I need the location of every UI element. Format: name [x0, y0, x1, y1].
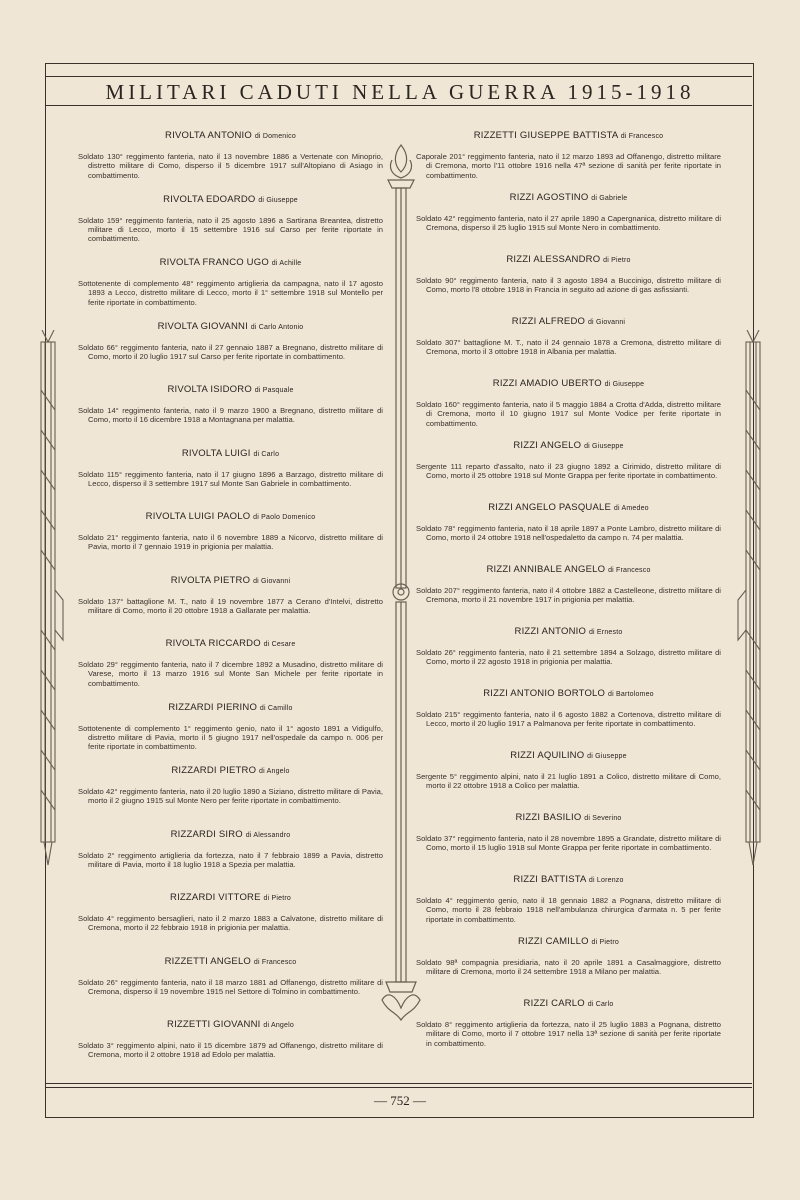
- entry-father: di Achille: [271, 260, 302, 267]
- entry-father: di Giovanni: [587, 319, 626, 326]
- list-item: [416, 998, 721, 1060]
- entry-name: RIVOLTA LUIGI: [181, 447, 251, 459]
- list-item: [416, 316, 721, 378]
- list-item: [78, 448, 383, 512]
- entry-name: RIZZETTI GIUSEPPE BATTISTA: [473, 130, 618, 141]
- entry-text: Soldato 115° reggimento fanteria, nato il 17 giugno 1896 a Barzago, distretto militare di Lecco, disperso il 3 settembre 1917 sul Monte San Gabriele in combattimento.: [78, 469, 383, 488]
- entry-father: di Gabriele: [591, 195, 628, 202]
- list-item: [78, 194, 383, 258]
- list-item: [78, 575, 383, 639]
- list-item: [78, 892, 383, 956]
- entry-name: RIZZI ANTONIO BORTOLO: [483, 688, 606, 699]
- entry-father: di Angelo: [259, 768, 290, 775]
- entry-name: RIVOLTA LUIGI PAOLO: [145, 511, 251, 522]
- entry-text: Soldato 307° battaglione M. T., nato il 24 gennaio 1878 a Cremona, distretto militare di Cremona, morto il 3 ottobre 1918 in Albania per malattia.: [416, 338, 721, 357]
- entry-name: RIVOLTA GIOVANNI: [157, 320, 248, 332]
- entry-father: di Giuseppe: [604, 381, 645, 388]
- list-item: [416, 192, 721, 254]
- entry-text: Soldato 29° reggimento fanteria, nato il 7 dicembre 1892 a Musadino, distretto militare di Varese, morto il 13 marzo 1916 sul Monte San Michele per ferite riportate in combattimento.: [78, 660, 383, 688]
- entry-name: RIZZI AQUILINO: [510, 750, 585, 761]
- entry-name: RIZZI ANGELO PASQUALE: [488, 502, 612, 513]
- entry-father: di Pietro: [603, 257, 631, 264]
- entry-father: di Giuseppe: [584, 443, 624, 450]
- entry-text: Soldato 98ª compagnia presidiaria, nato il 20 aprile 1891 a Casalmaggiore, distretto militare di Cremona, morto il 24 settembre 1918 a Milano per malattia.: [416, 958, 721, 977]
- entry-name: RIZZI ANNIBALE ANGELO: [486, 564, 606, 575]
- list-item: [416, 254, 721, 316]
- entry-text: Soldato 26° reggimento fanteria, nato il 18 marzo 1881 ad Offanengo, distretto militare di Cremona, disperso il 19 novembre 1915 nel Settore di Tolmino in combattimento.: [78, 977, 383, 996]
- list-item: [416, 502, 721, 564]
- entry-name: RIVOLTA PIETRO: [170, 574, 251, 586]
- left-column: [78, 130, 383, 1083]
- entry-father: di Pietro: [263, 895, 291, 902]
- entry-father: di Carlo: [587, 1001, 614, 1008]
- entry-father: di Ernesto: [588, 629, 623, 636]
- entry-name: RIZZI AMADIO UBERTO: [492, 378, 602, 389]
- list-item: [416, 688, 721, 750]
- list-item: [416, 936, 721, 998]
- entry-text: Sottotenente di complemento 48° reggimento artiglieria da campagna, nato il 17 agosto 1893 a Lecco, distretto militare di Lecco, morto il 1° settembre 1918 sul Montello per ferite riportate in combattimento.: [78, 279, 383, 307]
- entry-name: RIZZARDI SIRO: [170, 828, 243, 840]
- entry-name: RIZZI ANTONIO: [514, 626, 587, 637]
- entry-father: di Pietro: [591, 939, 620, 946]
- entry-text: Soldato 26° reggimento fanteria, nato il 21 settembre 1894 a Solzago, distretto militare di Como, morto il 22 agosto 1918 in prigionia per malattia.: [416, 648, 721, 667]
- entry-father: di Giuseppe: [587, 753, 627, 760]
- entry-name: RIZZARDI PIERINO: [168, 701, 258, 713]
- entry-text: Soldato 21° reggimento fanteria, nato il 6 novembre 1889 a Nicorvo, distretto militare di Pavia, morto il 7 gennaio 1919 in prigionia per malattia.: [78, 533, 383, 552]
- footer-rule: [45, 1087, 752, 1088]
- entry-text: Soldato 215° reggimento fanteria, nato il 6 agosto 1882 a Cortenova, distretto militare di Lecco, morto il 20 luglio 1917 a Palmanova per ferite riportate in combattimento.: [416, 710, 721, 729]
- list-item: [78, 130, 383, 194]
- list-item: [78, 765, 383, 829]
- entry-father: di Cesare: [263, 641, 296, 648]
- entry-text: Soldato 37° reggimento fanteria, nato il 28 novembre 1895 a Grandate, distretto militare di Como, morto il 15 luglio 1918 sul Monte Grappa per ferite riportate in combattimento.: [416, 834, 721, 853]
- entry-father: di Bartolomeo: [607, 691, 654, 698]
- entry-text: Sergente 111 reparto d'assalto, nato il 23 giugno 1892 a Cirimido, distretto militare di Como, morto il 25 ottobre 1918 sul Monte Grappa per ferite riportate in combattimento.: [416, 462, 721, 481]
- page-title: MILITARI CADUTI NELLA GUERRA 1915-1918: [105, 80, 695, 104]
- right-column: [416, 130, 721, 1060]
- right-fasces-ornament: [737, 330, 769, 870]
- entry-father: di Carlo Antonio: [250, 323, 304, 331]
- entry-text: Sergente 5° reggimento alpini, nato il 21 luglio 1891 a Colico, distretto militare di Como, morto il 22 ottobre 1918 a Colico per malattia.: [416, 772, 721, 791]
- entry-name: RIZZI CARLO: [523, 998, 585, 1009]
- list-item: [416, 564, 721, 626]
- footer-rule: [45, 1083, 752, 1084]
- list-item: [416, 626, 721, 688]
- entry-text: Soldato 2° reggimento artiglieria da fortezza, nato il 7 febbraio 1899 a Pavia, distretto militare di Pavia, morto il 18 luglio 1918 a Spezia per malattia.: [78, 850, 383, 869]
- list-item: [78, 638, 383, 702]
- entry-father: di Alessandro: [245, 831, 291, 839]
- entry-father: di Giuseppe: [258, 196, 298, 204]
- entry-text: Soldato 4° reggimento genio, nato il 18 gennaio 1882 a Pognana, distretto militare di Como, morto il 28 febbraio 1918 nell'ambulanza chirurgica d'armata n. 5 per ferite riportate in combattimento.: [416, 896, 721, 924]
- entry-father: di Francesco: [620, 133, 664, 140]
- list-item: [78, 384, 383, 448]
- list-item: [416, 812, 721, 874]
- entry-father: di Camillo: [259, 704, 293, 712]
- entry-text: Soldato 42° reggimento fanteria, nato il 27 aprile 1890 a Capergnanica, distretto militare di Cremona, disperso il 25 luglio 1915 sul Monte Nero in combattimento.: [416, 214, 721, 233]
- entry-name: RIZZI BASILIO: [515, 812, 582, 823]
- entry-name: RIZZETTI GIOVANNI: [167, 1019, 261, 1030]
- entry-text: Soldato 3° reggimento alpini, nato il 15 dicembre 1879 ad Offanengo, distretto militare di Cremona, morto il 2 ottobre 1918 ad Edolo per malattia.: [78, 1041, 383, 1060]
- entry-name: RIVOLTA ANTONIO: [165, 130, 252, 141]
- entry-text: Sottotenente di complemento 1° reggimento genio, nato il 1° agosto 1891 a Vidigulfo, distretto militare di Pavia, morto il 5 giugno 1917 nell'ospedale da campo n. 006 per ferite riportate in combattimento.: [78, 723, 383, 752]
- entry-father: di Angelo: [263, 1022, 294, 1029]
- entry-father: di Amedeo: [613, 505, 649, 512]
- entry-father: di Carlo: [253, 450, 280, 458]
- entry-name: RIZZARDI VITTORE: [170, 892, 261, 903]
- entry-text: Soldato 137° battaglione M. T., nato il 19 novembre 1877 a Cerano d'Intelvi, distretto militare di Como, morto il 20 ottobre 1918 a Gallarate per malattia.: [78, 596, 383, 615]
- entry-text: Soldato 8° reggimento artiglieria da fortezza, nato il 25 luglio 1883 a Pognana, distretto militare di Como, morto il 7 ottobre 1917 nella 13ª sezione di sanità per ferite riportate in combattimento.: [416, 1020, 721, 1048]
- entry-text: Soldato 160° reggimento fanteria, nato il 5 maggio 1884 a Crotta d'Adda, distretto militare di Cremona, morto il 10 giugno 1917 sul Monte Vodice per ferite riportate in combattimento.: [416, 400, 721, 428]
- entry-father: di Francesco: [608, 567, 651, 574]
- entry-father: di Domenico: [254, 133, 296, 140]
- entry-name: RIZZI BATTISTA: [513, 874, 587, 885]
- list-item: [78, 257, 383, 321]
- entry-name: RIZZARDI PIETRO: [171, 765, 257, 776]
- entry-name: RIVOLTA EDOARDO: [163, 193, 256, 205]
- entry-text: Soldato 42° reggimento fanteria, nato il 20 luglio 1890 a Siziano, distretto militare di Pavia, morto il 2 giugno 1915 sul Monte Nero per ferite riportate in combattimento.: [78, 787, 383, 806]
- list-item: [416, 378, 721, 440]
- entry-name: RIVOLTA FRANCO UGO: [159, 257, 269, 268]
- entry-name: RIVOLTA ISIDORO: [167, 384, 252, 395]
- entry-text: Soldato 130° reggimento fanteria, nato il 13 novembre 1886 a Vertenate con Minoprio, distretto militare di Como, disperso il 5 dicembre 1917 sull'Altopiano di Asiago in combattimento.: [78, 152, 383, 180]
- entry-father: di Pasquale: [254, 387, 294, 394]
- entry-name: RIZZI ANGELO: [513, 440, 582, 451]
- entry-name: RIZZETTI ANGELO: [164, 955, 252, 967]
- entry-text: Soldato 207° reggimento fanteria, nato il 4 ottobre 1882 a Castelleone, distretto militare di Cremona, morto il 21 novembre 1917 in prigionia per malattia.: [416, 586, 721, 605]
- list-item: [416, 130, 721, 192]
- entry-father: di Paolo Domenico: [253, 514, 316, 521]
- list-item: [78, 1019, 383, 1083]
- entry-text: Soldato 90° reggimento fanteria, nato il 3 agosto 1894 a Buccinigo, distretto militare di Como, morto l'8 ottobre 1918 in Francia in seguito ad azione di gas asfissianti.: [416, 276, 721, 295]
- entry-father: di Severino: [584, 815, 622, 822]
- entry-text: Soldato 66° reggimento fanteria, nato il 27 gennaio 1887 a Bregnano, distretto militare di Como, morto il 20 luglio 1917 sul Carso per ferite riportate in combattimento.: [78, 342, 383, 361]
- entry-name: RIVOLTA RICCARDO: [165, 638, 261, 649]
- entry-name: RIZZI ALFREDO: [511, 316, 586, 327]
- list-item: [78, 829, 383, 893]
- entry-name: RIZZI AGOSTINO: [509, 192, 589, 203]
- list-item: [416, 750, 721, 812]
- left-fasces-ornament: [32, 330, 64, 870]
- list-item: [78, 511, 383, 575]
- entry-text: Soldato 159° reggimento fanteria, nato il 25 agosto 1896 a Sartirana Breantea, distretto militare di Lecco, morto il 15 settembre 1916 sul Carso per ferite riportate in combattimento.: [78, 215, 383, 244]
- entry-text: Soldato 14° reggimento fanteria, nato il 9 marzo 1900 a Bregnano, distretto militare di Como, morto il 16 dicembre 1918 a Montagnana per malattia.: [78, 406, 383, 425]
- entry-father: di Francesco: [253, 958, 297, 966]
- entry-name: RIZZI ALESSANDRO: [506, 254, 601, 265]
- list-item: [416, 440, 721, 502]
- entry-father: di Giovanni: [253, 577, 291, 585]
- entry-text: Caporale 201° reggimento fanteria, nato il 12 marzo 1893 ad Offanengo, distretto militare di Cremona, morto l'11 ottobre 1916 nella 47ª sezione di sanità per ferite riportate in combattimento.: [416, 152, 721, 180]
- list-item: [416, 874, 721, 936]
- entry-father: di Lorenzo: [588, 877, 624, 884]
- list-item: [78, 702, 383, 766]
- entry-text: Soldato 78° reggimento fanteria, nato il 18 aprile 1897 a Ponte Lambro, distretto militare di Como, morto il 24 ottobre 1918 nell'ospedaletto da campo n. 74 per malattia.: [416, 524, 721, 543]
- list-item: [78, 321, 383, 385]
- entry-text: Soldato 4° reggimento bersaglieri, nato il 2 marzo 1883 a Calvatone, distretto militare di Cremona, morto il 22 febbraio 1918 in prigionia per malattia.: [78, 914, 383, 933]
- page-number: — 752 —: [374, 1093, 426, 1108]
- list-item: [78, 956, 383, 1020]
- entry-name: RIZZI CAMILLO: [517, 936, 589, 947]
